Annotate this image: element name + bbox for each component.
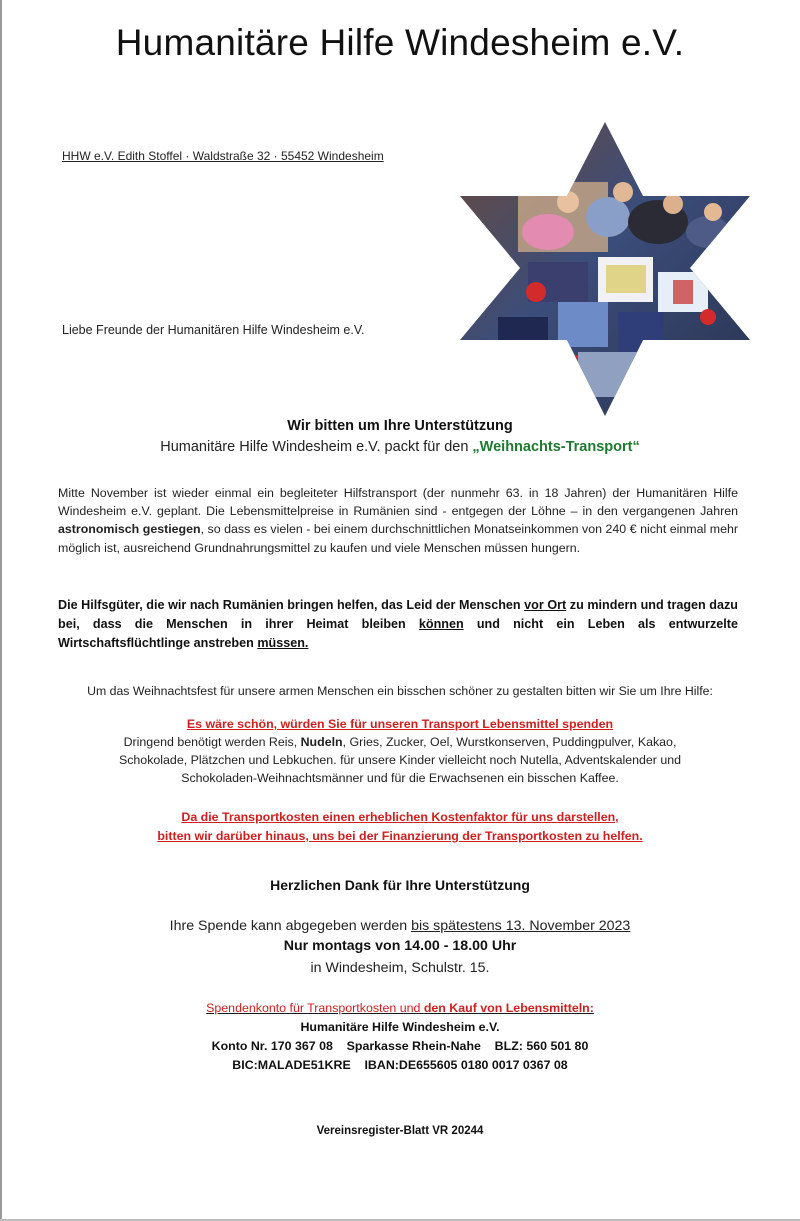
intro-line: Um das Weihnachtsfest für unsere armen Menschen ein bisschen schöner zu gestalten bitten wir Sie um Ihre Hilfe:	[87, 684, 713, 698]
appeal-subline-text: Humanitäre Hilfe Windesheim e.V. packt für den	[160, 439, 473, 455]
paragraph-2-text-a: Die Hilfsgüter, die wir nach Rumänien bringen helfen, das Leid der Menschen	[58, 598, 525, 612]
paragraph-1-bold: astronomisch gestiegen	[58, 522, 201, 537]
costs-line-1: Da die Transportkosten einen erheblichen Kostenfaktor für uns darstellen,	[181, 810, 619, 824]
paragraph-2-underline-1: vor Ort	[524, 598, 567, 612]
request-nudeln-bold: Nudeln	[300, 735, 343, 749]
thanks-heading: Herzlichen Dank für Ihre Unterstützung	[270, 877, 530, 893]
request-line-1	[0, 733, 800, 751]
paragraph-2-text-b: zu mindern und tragen dazu bei, dass die Menschen in ihrer Heimat bleiben	[58, 598, 738, 631]
paragraph-1	[58, 484, 738, 557]
weihnachts-transport-highlight: „Weihnachts-Transport“	[472, 439, 640, 455]
request-line-1-text-a: Dringend benötigt werden Reis,	[123, 735, 301, 749]
dropoff-line-1	[0, 918, 800, 934]
paragraph-2	[58, 596, 738, 653]
request-line-2: Schokolade, Plätzchen und Lebkuchen. für unsere Kinder vielleicht noch Nutella, Adventskalender und	[118, 753, 682, 767]
bank-account-name: Humanitäre Hilfe Windesheim e.V.	[300, 1020, 500, 1034]
register-footer: Vereinsregister-Blatt VR 20244	[316, 1125, 484, 1137]
bank-account-details: Konto Nr. 170 367 08 Sparkasse Rhein-Nahe BLZ: 560 501 80	[211, 1039, 589, 1053]
request-line-1-text-b: , Gries, Zucker, Oel, Wurstkonserven, Puddingpulver, Kakao,	[342, 735, 677, 749]
star-photo	[458, 122, 752, 416]
bank-heading-text-a: Spendenkonto für Transportkosten und	[206, 1001, 424, 1015]
request-line-3: Schokoladen-Weihnachtsmänner und für die Erwachsenen ein bisschen Kaffee.	[181, 771, 619, 785]
appeal-subline	[0, 439, 800, 455]
dropoff-location: in Windesheim, Schulstr. 15.	[310, 960, 490, 976]
appeal-heading: Wir bitten um Ihre Unterstützung	[287, 418, 513, 434]
request-red-line: Es wäre schön, würden Sie für unseren Transport Lebensmittel spenden	[186, 717, 614, 731]
paragraph-2-underline-2: können	[418, 617, 464, 631]
dropoff-hours: Nur montags von 14.00 - 18.00 Uhr	[283, 938, 517, 954]
paragraph-1-text-b: , so dass es vielen - bei einem durchschnittlichen Monatseinkommen von 240 € nicht einmal mehr möglich ist, ausreichend Grundnahrungsmittel zu kaufen und viele Menschen müssen hungern.	[58, 522, 738, 555]
paragraph-2-underline-3: müssen.	[257, 636, 309, 650]
dropoff-line-1-text: Ihre Spende kann abgegeben werden	[169, 918, 412, 934]
paragraph-2-text-c: und nicht ein Leben als entwurzelte Wirtschaftsflüchtlinge anstreben	[58, 617, 738, 650]
greeting: Liebe Freunde der Humanitären Hilfe Windesheim e.V.	[62, 323, 365, 337]
dropoff-deadline: bis spätestens 13. November 2023	[411, 918, 631, 934]
paragraph-1-text-a: Mitte November ist wieder einmal ein begleiteter Hilfstransport (der nunmehr 63. in 18 Jahren) der Humanitären Hilfe Windesheim e.V. geplant. Die Lebensmittelpreise in Rumänien sind - entgegen der Löhne – in den vergangenen Jahren	[58, 486, 738, 519]
bank-iban-line: BIC:MALADE51KRE IBAN:DE655605 0180 0017 0367 08	[232, 1058, 568, 1072]
page-title: Humanitäre Hilfe Windesheim e.V.	[115, 22, 685, 63]
bank-heading-text-b: den Kauf von Lebensmitteln:	[423, 1001, 594, 1015]
sender-address: HHW e.V. Edith Stoffel · Waldstraße 32 · 55452 Windesheim	[62, 149, 384, 163]
costs-line-2: bitten wir darüber hinaus, uns bei der Finanzierung der Transportkosten zu helfen.	[157, 829, 643, 843]
bank-heading	[0, 999, 800, 1017]
